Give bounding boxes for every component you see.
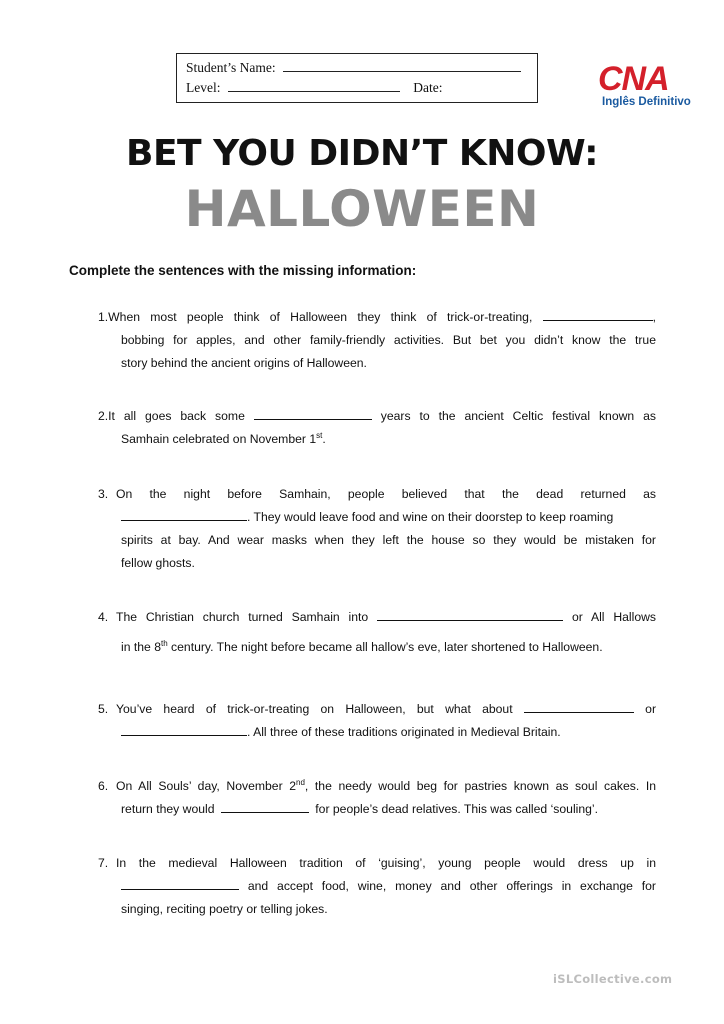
q5-line-2 [98, 721, 656, 744]
q4-text-1b: or All Hallows [571, 610, 657, 624]
q6-line-1 [98, 775, 656, 798]
name-line [186, 58, 537, 78]
q2-text-2b: . [322, 432, 326, 446]
q6-text-2b: for people’s dead relatives. This was called ‘souling’. [315, 802, 599, 816]
q1-number: 1. [98, 310, 109, 324]
q7-text-1: In the medieval Halloween tradition of ‘guising’, young people would dress up in [116, 856, 656, 870]
q6-text-1b: , the needy would beg for pastries known as soul cakes. In [304, 779, 656, 793]
q1-line-1 [98, 306, 656, 329]
q4-sup: th [160, 639, 168, 648]
title-line-2: HALLOWEEN [184, 180, 540, 238]
q6-sup: nd [296, 778, 305, 787]
level-date-line [186, 78, 537, 98]
question-4 [98, 606, 656, 659]
title-line-1: BET YOU DIDN’T KNOW: [126, 133, 598, 174]
q7-text-2: and accept food, wine, money and other offerings in exchange for [247, 879, 656, 893]
q1-text-1a: When most people think of Halloween they think of trick-or-treating, [108, 310, 533, 324]
question-1 [98, 306, 656, 375]
q6-line-2 [98, 798, 656, 821]
q7-line-2 [98, 875, 656, 898]
q4-text-1a: The Christian church turned Samhain into [116, 610, 369, 624]
q4-text-2b: century. The night before became all hallow’s eve, later shortened to Halloween. [167, 640, 603, 654]
q6-text-1a: On All Souls’ day, November 2 [116, 779, 297, 793]
q3-text-2: . They would leave food and wine on their doorstep to keep roaming [247, 510, 614, 524]
q1-text-1b: , [652, 310, 656, 324]
q5-blank-1[interactable] [524, 700, 634, 713]
q3-text-1: On the night before Samhain, people believed that the dead returned as [116, 487, 656, 501]
q6-text-2a: return they would [121, 802, 215, 816]
q7-blank[interactable] [121, 877, 239, 890]
student-info-box [176, 53, 538, 103]
question-6 [98, 775, 656, 821]
q7-line-3: singing, reciting poetry or telling jokes. [121, 902, 328, 916]
q2-line-1 [98, 405, 656, 428]
q5-blank-2[interactable] [121, 723, 247, 736]
date-label: Date: [413, 80, 443, 95]
q2-text-1b: years to the ancient Celtic festival known as [380, 409, 656, 423]
q4-text-2a: in the 8 [121, 640, 161, 654]
q1-line-2: bobbing for apples, and other family-friendly activities. But bet you didn’t know the true [121, 333, 656, 347]
q4-number: 4. [98, 610, 109, 624]
cna-logo [598, 62, 694, 112]
question-5 [98, 698, 656, 744]
q2-sup: st [316, 431, 323, 440]
q2-text-2a: Samhain celebrated on November 1 [121, 432, 317, 446]
q3-line-4: fellow ghosts. [121, 556, 195, 570]
name-field[interactable] [283, 58, 521, 72]
q5-text-2: . All three of these traditions originated in Medieval Britain. [247, 725, 561, 739]
logo-tagline: Inglês Definitivo [602, 96, 691, 108]
q1-blank[interactable] [543, 308, 653, 321]
q4-line-2 [98, 636, 656, 659]
q3-blank[interactable] [121, 508, 247, 521]
q5-number: 5. [98, 702, 109, 716]
q3-line-2 [98, 506, 656, 529]
q2-blank[interactable] [254, 407, 372, 420]
q7-line-1 [98, 852, 656, 875]
q4-line-1 [98, 606, 656, 629]
q2-text-1a: It all goes back some [108, 409, 245, 423]
q7-number: 7. [98, 856, 109, 870]
question-2 [98, 405, 656, 451]
logo-wordmark: CNA [598, 60, 669, 98]
q3-number: 3. [98, 487, 109, 501]
q6-number: 6. [98, 779, 109, 793]
q5-line-1 [98, 698, 656, 721]
question-3 [98, 483, 656, 575]
q5-text-1a: You’ve heard of trick-or-treating on Halloween, but what about [116, 702, 513, 716]
q5-text-1b: or [645, 702, 657, 716]
watermark: iSLCollective.com [553, 972, 673, 986]
q4-blank[interactable] [377, 608, 563, 621]
q2-line-2 [98, 428, 656, 451]
level-label: Level: [186, 80, 221, 95]
q3-line-1 [98, 483, 656, 506]
instructions: Complete the sentences with the missing information: [69, 263, 417, 278]
q6-blank[interactable] [221, 800, 309, 813]
q1-line-3: story behind the ancient origins of Halloween. [121, 356, 367, 370]
question-7 [98, 852, 656, 921]
q3-line-3: spirits at bay. And wear masks when they left the house so they would be mistaken for [121, 533, 656, 547]
name-label: Student’s Name: [186, 60, 276, 75]
level-field[interactable] [228, 78, 400, 92]
q2-number: 2. [98, 409, 109, 423]
